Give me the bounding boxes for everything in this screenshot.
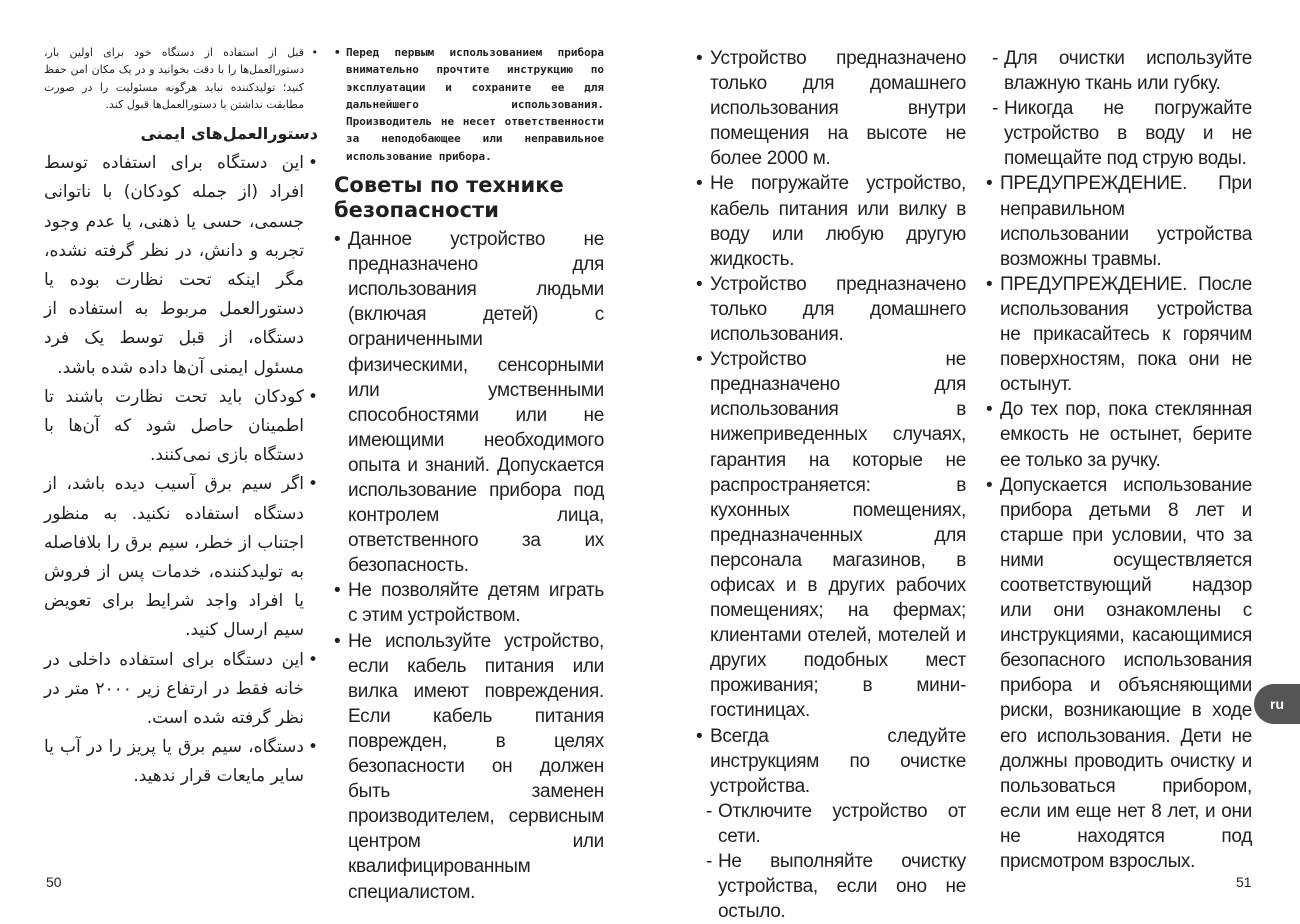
russian-list-item: • До тех пор, пока стеклянная емкость не остынет, берите ее только за ручку. xyxy=(986,397,1252,472)
persian-section-heading: دستورالعمل‌های ایمنی xyxy=(140,124,318,144)
page-number-right: 51 xyxy=(1236,874,1252,890)
russian-list-item: • Всегда следуйте инструкциям по очистке устройства. xyxy=(696,724,966,799)
russian-section-heading: Советы по технике безопасности xyxy=(334,173,564,223)
russian-list-item: • Устройство предназначено только для домашнего использования. xyxy=(696,272,966,347)
persian-list-item: • دستگاه، سیم برق یا پریز را در آب یا سایر مایعات قرار ندهید. xyxy=(44,733,318,791)
russian-list-item: • Не погружайте устройство, кабель питания или вилку в воду или любую другую жидкость. xyxy=(696,171,966,271)
persian-list-item: • کودکان باید تحت نظارت باشند تا اطمینان حاصل شود که آن‌ها با دستگاه بازی نمی‌کنند. xyxy=(44,383,318,471)
right-page xyxy=(650,0,1300,922)
russian-sub-item: - Отключите устройство от сети. xyxy=(696,799,966,849)
page-number-left: 50 xyxy=(46,874,62,890)
persian-list-item: • این دستگاه برای استفاده توسط افراد (از جمله کودکان) با ناتوانی جسمی، حسی یا ذهنی، یا عدم وجود تجربه و دانش، در نظر گرفته نشده، مگر اینکه تحت نظارت بوده یا دستورالعمل مربوط به استفاده از دستگاه، از قبل توسط یک فرد مسئول ایمنی آن‌ها داده شده باشد. xyxy=(44,149,318,383)
persian-list-item: • اگر سیم برق آسیب دیده باشد، از دستگاه استفاده نکنید. به منظور اجتناب از خطر، سیم برق را بلافاصله به تولیدکننده، خدمات پس از فروش یا افراد واجد شرایط برای تعویض سیم ارسال کنید. xyxy=(44,470,318,645)
left-page xyxy=(0,0,640,922)
russian-list-item: • ПРЕДУПРЕЖДЕНИЕ. При неправильном использовании устройства возможны травмы. xyxy=(986,171,1252,271)
russian-intro-list xyxy=(334,44,604,165)
russian-list-col1 xyxy=(696,46,966,924)
russian-list-col2 xyxy=(986,46,1252,874)
russian-column-right-1 xyxy=(696,46,966,924)
russian-dash-item: - Никогда не погружайте устройство в воду и не помещайте под струю воды. xyxy=(986,96,1252,171)
russian-safety-list xyxy=(334,227,604,905)
russian-column-right-2 xyxy=(986,46,1252,874)
russian-list-item: • Не позволяйте детям играть с этим устройством. xyxy=(334,578,604,628)
russian-column-left xyxy=(334,44,604,905)
russian-list-item: • Данное устройство не предназначено для использования людьми (включая детей) с ограниченными физическими, сенсорными или умственными способностями или не имеющими необходимого опыта и знаний. Допускается использование прибора под контролем лица, ответственного за их безопасность. xyxy=(334,227,604,578)
russian-list-item: • Допускается использование прибора детьми 8 лет и старше при условии, что за ними осуществляется соответствующий надзор или они ознакомлены с инструкциями, касающимися безопасного использования прибора и объясняющими риски, возникающие в ходе его использования. Дети не должны проводить очистку и пользоваться прибором, если им еще нет 8 лет, и они не находятся под присмотром взрослых. xyxy=(986,473,1252,875)
russian-dash-item: - Для очистки используйте влажную ткань или губку. xyxy=(986,46,1252,96)
persian-list-item: • این دستگاه برای استفاده داخلی در خانه فقط در ارتفاع زیر ۲۰۰۰ متر در نظر گرفته شده است. xyxy=(44,646,318,734)
persian-column xyxy=(44,44,318,792)
russian-sub-item: - Не выполняйте очистку устройства, если оно не остыло. xyxy=(696,849,966,924)
russian-list-item: • Устройство не предназначено для использования в нижеприведенных случаях, гарантия на которые не распространяется: в кухонных помещениях, предназначенных для персонала магазинов, в офисах и в других рабочих помещениях; на фермах; клиентами отелей, мотелей и других подобных мест проживания; в мини-гостиницах. xyxy=(696,347,966,723)
persian-safety-list xyxy=(44,149,318,791)
russian-intro-item: • Перед первым использованием прибора внимательно прочтите инструкцию по эксплуатации и сохраните ее для дальнейшего использования. Производитель не несет ответственности за неподобающее или неправильное использование прибора. xyxy=(334,44,604,165)
russian-list-item: • ПРЕДУПРЕЖДЕНИЕ. После использования устройства не прикасайтесь к горячим поверхностям, пока они не остынут. xyxy=(986,272,1252,397)
language-tab: ru xyxy=(1254,684,1300,724)
russian-list-item: • Устройство предназначено только для домашнего использования внутри помещения на высоте не более 2000 м. xyxy=(696,46,966,171)
persian-intro-item: • قبل از استفاده از دستگاه خود برای اولین بار، دستورالعمل‌ها را با دقت بخوانید و در یک مکان امن حفظ کنید؛ تولیدکننده نباید هرگونه مسئولیت را در صورت مطابقت نداشتن با دستورالعمل‌ها قبول کند. xyxy=(44,44,318,113)
russian-list-item: • Не используйте устройство, если кабель питания или вилка имеют повреждения. Если кабель питания поврежден, в целях безопасности он должен быть заменен производителем, сервисным центром или квалифицированным специалистом. xyxy=(334,629,604,905)
persian-intro-list xyxy=(44,44,318,113)
